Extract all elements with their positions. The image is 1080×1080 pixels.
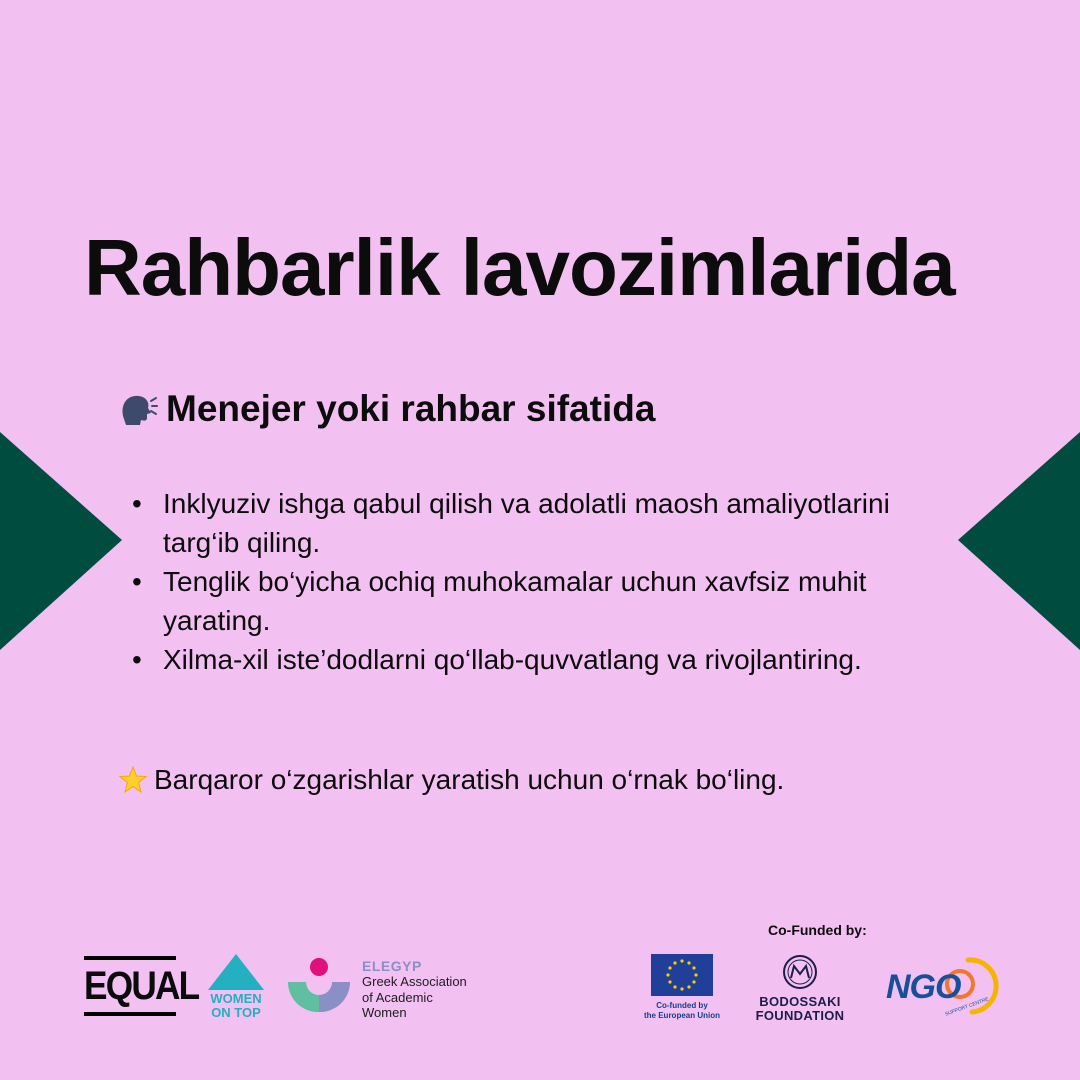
bullet-dot: •: [132, 488, 142, 519]
elegyp-line3: Women: [362, 1005, 407, 1020]
list-item: [132, 562, 892, 640]
bodossaki-line1: BODOSSAKI: [759, 994, 841, 1009]
equal-logo: [84, 956, 199, 1016]
list-item-text: Tenglik bo‘yicha ochiq muhokamalar uchun xavfsiz muhit yarating.: [163, 566, 867, 636]
eu-flag-icon: [651, 954, 713, 996]
bodossaki-line2: FOUNDATION: [755, 1008, 845, 1023]
eu-caption-line1: Co-funded by: [656, 1001, 708, 1010]
bodossaki-logo: [748, 954, 852, 1023]
bodossaki-emblem-icon: [782, 954, 818, 990]
closing-line: [118, 764, 784, 796]
ngo-support-centre-logo: [882, 954, 1000, 1020]
subheading-text: Menejer yoki rahbar sifatida: [166, 388, 656, 429]
bullet-list: [132, 484, 892, 679]
women-on-top-line2: ON TOP: [211, 1005, 261, 1020]
women-on-top-line1: WOMEN: [210, 991, 262, 1006]
right-green-triangle: [958, 432, 1080, 650]
left-green-triangle: [0, 432, 122, 650]
women-on-top-logo: [204, 954, 268, 1020]
list-item: [132, 484, 892, 562]
eu-cofunded-logo: [644, 954, 720, 1021]
closing-text: Barqaror o‘zgarishlar yaratish uchun o‘rnak bo‘ling.: [154, 764, 785, 795]
list-item-text: Xilma-xil iste’dodlarni qo‘llab-quvvatlang va rivojlantiring.: [163, 644, 862, 675]
cofunded-label: Co-Funded by:: [768, 922, 867, 938]
subheading: [118, 388, 655, 430]
equal-logo-text: EQUAL: [84, 964, 199, 1008]
speaking-head-icon: [118, 389, 158, 429]
list-item: [132, 640, 892, 679]
bullet-dot: •: [132, 644, 142, 675]
bullet-dot: •: [132, 566, 142, 597]
elegyp-line1: Greek Association: [362, 974, 467, 989]
elegyp-logo: [286, 956, 486, 1022]
page-title: Rahbarlik lavozimlarida: [84, 223, 955, 312]
elegyp-line2: of Academic: [362, 990, 433, 1005]
eu-caption-line2: the European Union: [644, 1011, 720, 1020]
glowing-star-icon: [118, 765, 148, 795]
elegyp-name: ELEGYP: [362, 958, 422, 974]
ngo-tagline: SUPPORT CENTRE: [944, 996, 990, 1018]
list-item-text: Inklyuziv ishga qabul qilish va adolatli maosh amaliyotlarini targ‘ib qiling.: [163, 488, 890, 558]
ngo-logo-text: NGO: [886, 968, 961, 1006]
